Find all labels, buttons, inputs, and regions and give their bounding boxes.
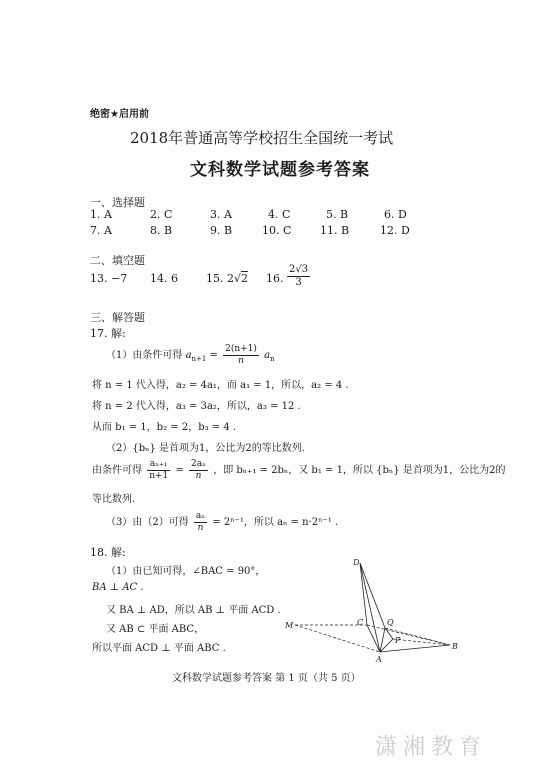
section1-title: 一、选择题 — [90, 196, 145, 209]
figure-label-m: M — [285, 621, 294, 630]
q17-lhs-sub: n+1 — [191, 355, 207, 363]
answer-16-numerator: 2√3 — [289, 264, 309, 275]
answer-16-fraction — [287, 264, 310, 289]
q17-line1-text: （1）由条件可得 — [106, 350, 183, 361]
q17-l6-f1-num: aₙ₊₁ — [147, 459, 170, 471]
q17-line6-rest: ，即 bₙ₊₁ = 2bₙ，又 b₁ = 1，所以 {bₙ} 是首项为1，公比为2的 — [213, 465, 506, 476]
q18-label: 18. 解: — [90, 546, 126, 559]
answer-13: 13. −7 — [90, 272, 128, 285]
q17-line3: 将 n = 2 代入得，a₃ = 3a₂，所以，a₃ = 12 . — [92, 401, 301, 412]
q17-frac-den: n — [238, 356, 244, 366]
answer-item: 5. B — [326, 208, 349, 221]
figure-label-b: B — [452, 642, 458, 651]
answer-item: 6. D — [384, 208, 407, 221]
answer-15 — [206, 272, 248, 285]
q17-l6-f1-den: n+1 — [149, 471, 169, 481]
q17-fraction — [223, 344, 259, 367]
answer-16-prefix: 16. — [266, 272, 284, 285]
answer-15-radicand: 2 — [241, 272, 249, 285]
answer-item: 7. A — [90, 224, 112, 237]
section3-title: 三、解答题 — [90, 311, 145, 324]
q17-line8-rest: = 2ⁿ⁻¹，所以 aₙ = n·2ⁿ⁻¹ . — [212, 517, 339, 528]
answer-item: 8. B — [150, 224, 173, 237]
q17-rhs-sub: n — [270, 355, 275, 363]
q17-l6-f2-num: 2aₙ — [191, 459, 207, 469]
q17-line5: （2）{bₙ} 是首项为1，公比为2的等比数列. — [106, 443, 305, 454]
answer-15-prefix: 15. 2 — [206, 272, 234, 285]
q17-line4: 从而 b₁ = 1，b₂ = 2，b₃ = 4 . — [92, 422, 237, 433]
q17-line6 — [92, 458, 505, 484]
section2-title: 二、填空题 — [90, 254, 145, 267]
q18-line2: BA ⊥ AC . — [92, 582, 144, 593]
figure-label-d: D — [353, 558, 360, 567]
q18-line3: 又 BA ⊥ AD，所以 AB ⊥ 平面 ACD . — [106, 605, 281, 616]
answer-item: 11. B — [320, 224, 350, 237]
q17-frac-num: 2(n+1) — [225, 344, 257, 354]
q17-lhs: a — [185, 350, 192, 361]
answer-item: 10. C — [262, 224, 292, 237]
figure-label-q: Q — [387, 618, 394, 627]
geometry-figure — [285, 555, 465, 665]
figure-label-p: P — [395, 636, 401, 645]
answer-item: 12. D — [380, 224, 410, 237]
answer-16-denominator: 3 — [295, 277, 302, 288]
q17-line1 — [106, 343, 275, 372]
q17-line6-text: 由条件可得 — [92, 465, 142, 476]
sqrt-icon: √ — [234, 272, 242, 285]
q17-line2: 将 n = 1 代入得，a₂ = 4a₁，而 a₁ = 1，所以，a₂ = 4 . — [92, 380, 349, 391]
q18-line5: 所以平面 ACD ⊥ 平面 ABC . — [92, 643, 226, 654]
q18-line4: 又 AB ⊂ 平面 ABC， — [106, 624, 205, 635]
q17-l8-num: aₙ — [195, 511, 206, 521]
q17-l6-eq: = — [175, 465, 184, 476]
answer-item: 3. A — [210, 208, 232, 221]
answer-item: 9. B — [210, 224, 233, 237]
figure-label-c: C — [357, 618, 364, 627]
q17-line6-fraction1 — [147, 459, 170, 482]
secret-label: 绝密★启用前 — [90, 109, 149, 120]
answer-16 — [266, 272, 284, 285]
q17-rhs: a — [264, 350, 271, 361]
answer-14: 14. 6 — [150, 272, 178, 285]
answer-item: 4. C — [268, 208, 291, 221]
exam-title: 2018年普通高等学校招生全国统一考试 — [130, 129, 394, 147]
q17-l6-f2-den: n — [195, 471, 202, 481]
page-footer: 文科数学试题参考答案 第 1 页（共 5 页） — [172, 673, 361, 684]
watermark-text: 潇湘教育 — [375, 735, 488, 760]
q17-label: 17. 解: — [90, 327, 126, 340]
answer-item: 2. C — [150, 208, 173, 221]
q17-eq: = — [209, 350, 218, 361]
document-title: 文科数学试题参考答案 — [190, 160, 370, 180]
q17-line6-fraction2 — [189, 459, 208, 482]
q17-l8-den: n — [197, 523, 204, 533]
answer-item: 1. A — [90, 208, 112, 221]
q18-line1: （1）由已知可得，∠BAC = 90°， — [106, 566, 266, 577]
q17-line8 — [106, 510, 338, 536]
figure-label-a: A — [376, 655, 382, 664]
q17-line8-text: （3）由（2）可得 — [106, 517, 189, 528]
q17-line8-fraction — [194, 511, 207, 534]
q17-line7: 等比数列. — [92, 494, 136, 505]
